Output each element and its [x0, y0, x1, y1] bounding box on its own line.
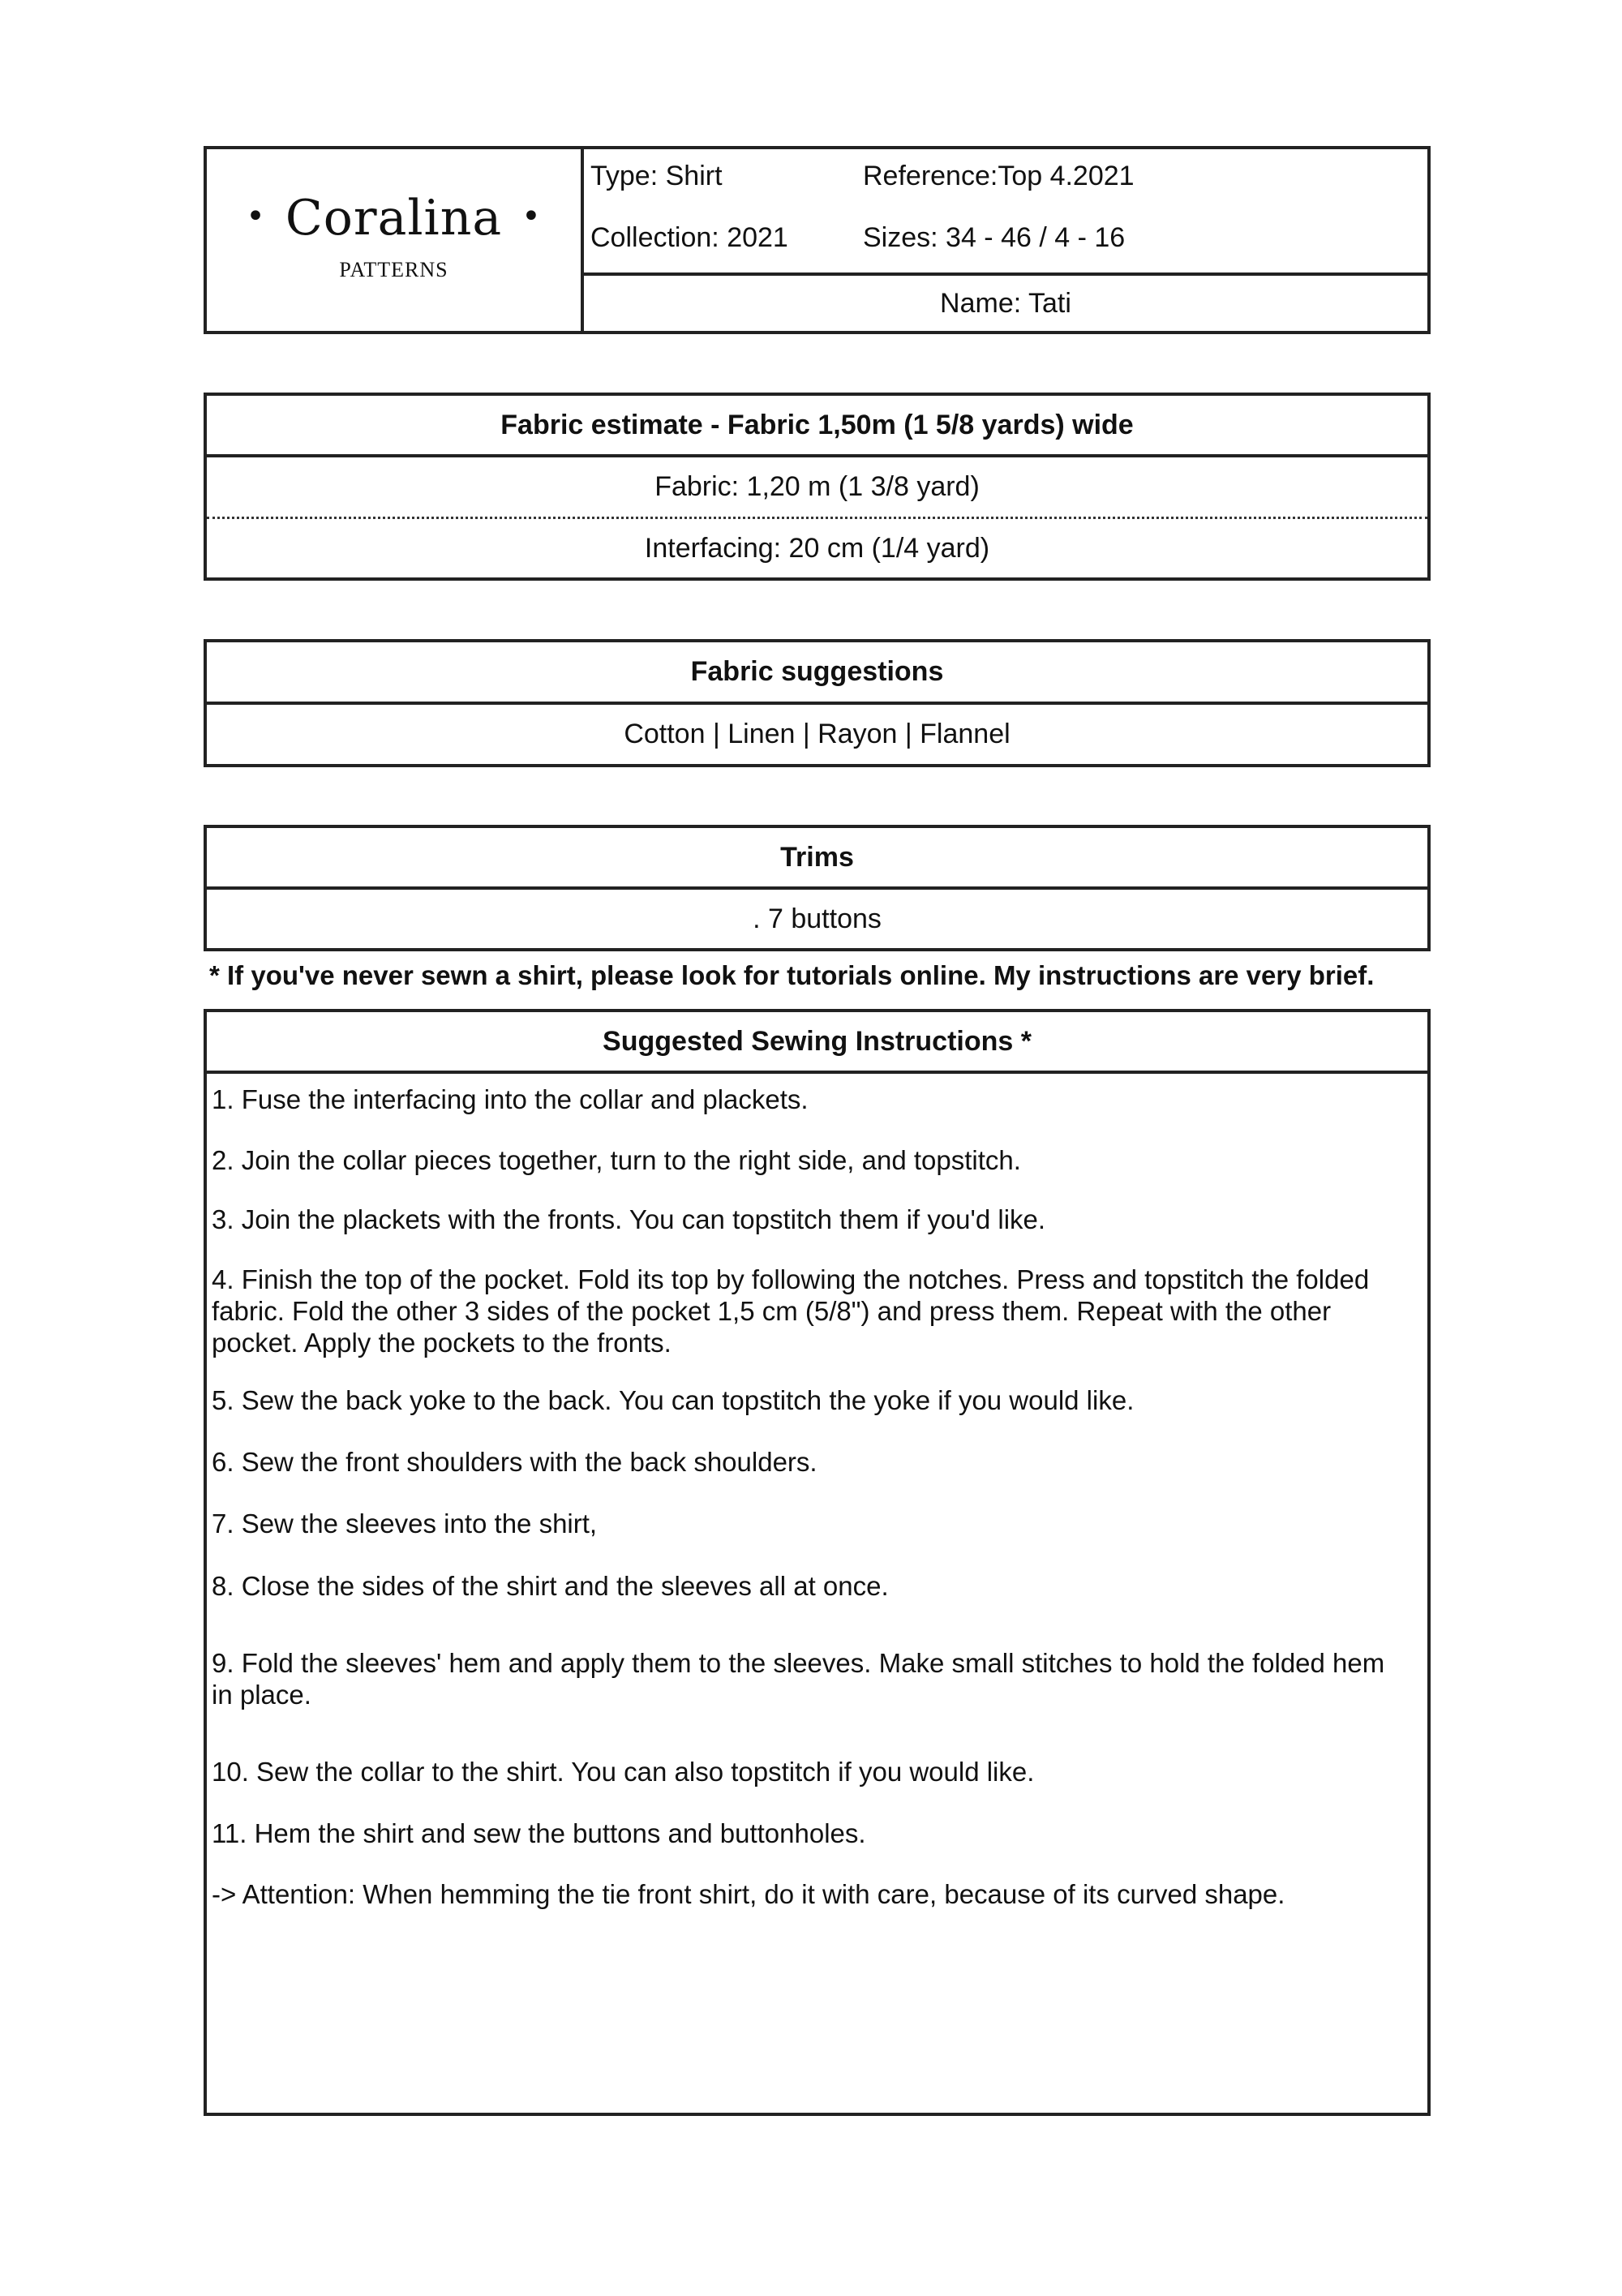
name-cell: [584, 276, 1427, 331]
brand-name: Coralina: [285, 190, 503, 247]
brand-subtitle: PATTERNS: [339, 258, 448, 281]
instruction-step: 7. Sew the sleeves into the shirt,: [212, 1508, 598, 1539]
fabric-estimate-heading: Fabric estimate - Fabric 1,50m (1 5/8 yards) wide: [500, 409, 1134, 440]
sewing-instructions-table: [204, 1009, 1431, 2116]
pattern-name: Name: Tati: [940, 287, 1071, 319]
interfacing-amount: Interfacing: 20 cm (1/4 yard): [644, 532, 990, 564]
instruction-step: 4. Finish the top of the pocket. Fold its top by following the notches. Press and topstitch the folded fabric. Fold the other 3 sides of the pocket 1,5 cm (5/8") and press them. Repeat with the other pocket. Apply the pockets to the fronts.: [212, 1264, 1370, 1358]
instruction-step: 5. Sew the back yoke to the back. You can topstitch the yoke if you would like.: [212, 1385, 1135, 1415]
logo-cell: [207, 149, 584, 331]
type-label: Type: Shirt: [590, 161, 723, 191]
bullet-dot-right: •: [521, 198, 542, 236]
fabric-suggestions-table: [204, 639, 1431, 767]
reference-label: Reference:Top 4.2021: [863, 161, 1135, 191]
info-cell: [584, 149, 1427, 276]
instruction-step: 11. Hem the shirt and sew the buttons and buttonholes.: [212, 1818, 866, 1848]
divider: [207, 1071, 1427, 1074]
sizes-label: Sizes: 34 - 46 / 4 - 16: [863, 222, 1126, 253]
bullet-dot-left: •: [246, 198, 266, 236]
brand-logo: [207, 190, 581, 247]
instruction-step: 3. Join the plackets with the fronts. You can topstitch them if you'd like.: [212, 1204, 1046, 1234]
fabric-amount: Fabric: 1,20 m (1 3/8 yard): [654, 470, 980, 502]
instruction-step: 1. Fuse the interfacing into the collar and plackets.: [212, 1084, 809, 1114]
fabric-suggestions-heading: Fabric suggestions: [690, 656, 944, 687]
trims-table: [204, 825, 1431, 951]
tutorial-note: * If you've never sewn a shirt, please look for tutorials online. My instructions are very brief.: [209, 960, 1375, 990]
header-table: [204, 146, 1431, 334]
instruction-step: 6. Sew the front shoulders with the back shoulders.: [212, 1447, 817, 1477]
instruction-step: -> Attention: When hemming the tie front shirt, do it with care, because of its curved shape.: [212, 1879, 1285, 1909]
fabric-suggestions-list: Cotton | Linen | Rayon | Flannel: [624, 719, 1011, 749]
trims-item: . 7 buttons: [753, 903, 882, 934]
fabric-estimate-table: [204, 393, 1431, 581]
instruction-step: 8. Close the sides of the shirt and the sleeves all at once.: [212, 1571, 889, 1601]
instruction-step: 10. Sew the collar to the shirt. You can also topstitch if you would like.: [212, 1757, 1035, 1787]
collection-label: Collection: 2021: [590, 222, 788, 253]
trims-heading: Trims: [780, 841, 854, 873]
instruction-step: 9. Fold the sleeves' hem and apply them to the sleeves. Make small stitches to hold the folded hem in place.: [212, 1648, 1385, 1710]
instructions-heading: Suggested Sewing Instructions *: [603, 1025, 1032, 1057]
instruction-step: 2. Join the collar pieces together, turn to the right side, and topstitch.: [212, 1145, 1021, 1175]
